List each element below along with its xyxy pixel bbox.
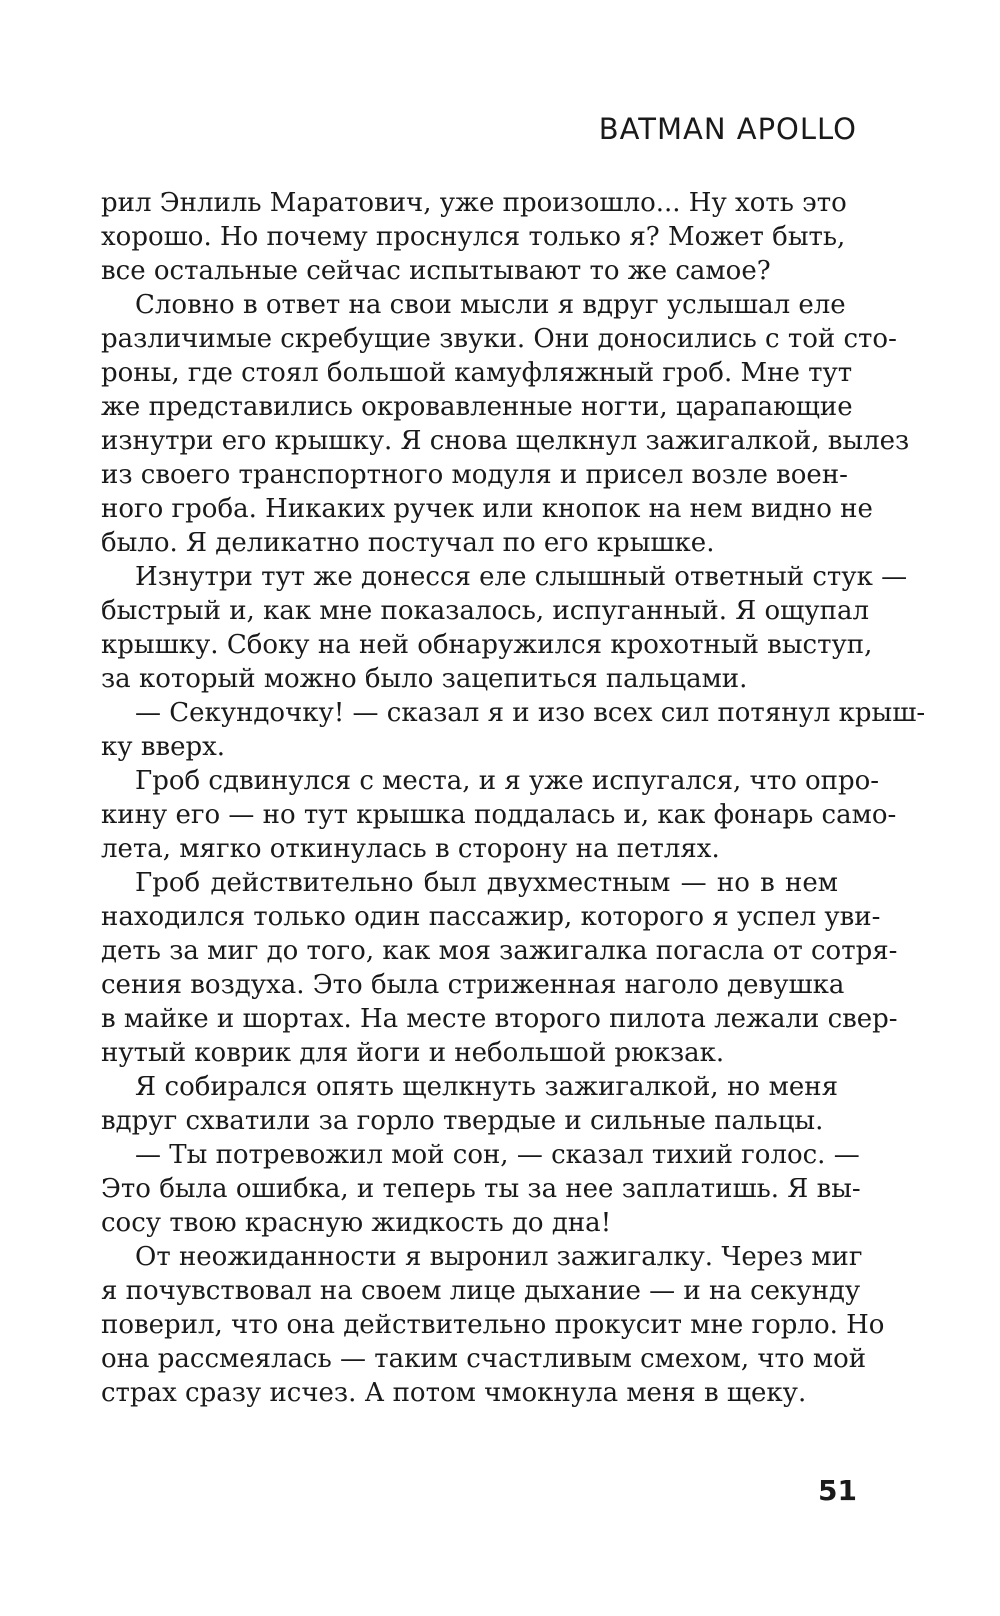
text-line: — Ты потревожил мой сон, — сказал тихий голос. — bbox=[135, 1140, 860, 1170]
text-line: различимые скребущие звуки. Они доносились с той сто- bbox=[101, 324, 897, 354]
text-line: Я собирался опять щелкнуть зажигалкой, но меня bbox=[135, 1072, 838, 1102]
text-line: она рассмеялась — таким счастливым смехом, что мой bbox=[101, 1344, 867, 1374]
text-line: страх сразу исчез. А потом чмокнула меня в щеку. bbox=[101, 1378, 807, 1408]
text-line: находился только один пассажир, которого я успел уви- bbox=[101, 902, 881, 932]
text-line: за который можно было зацепиться пальцами. bbox=[101, 664, 748, 694]
text-line: было. Я деликатно постучал по его крышке. bbox=[101, 528, 715, 558]
text-line: деть за миг до того, как моя зажигалка погасла от сотря- bbox=[101, 936, 898, 966]
text-line: рил Энлиль Маратович, уже произошло... Ну хоть это bbox=[101, 188, 847, 218]
text-line: все остальные сейчас испытывают то же самое? bbox=[101, 256, 771, 286]
text-line: Гроб сдвинулся с места, и я уже испугался, что опро- bbox=[135, 766, 880, 796]
text-line: хорошо. Но почему проснулся только я? Может быть, bbox=[101, 222, 846, 252]
text-line: От неожиданности я выронил зажигалку. Через миг bbox=[135, 1242, 863, 1272]
text-line: изнутри его крышку. Я снова щелкнул зажигалкой, вылез bbox=[101, 426, 910, 456]
text-line: кину его — но тут крышка поддалась и, как фонарь само- bbox=[101, 800, 897, 830]
running-title: BATMAN APOLLO bbox=[598, 112, 857, 146]
text-line: лета, мягко откинулась в сторону на петлях. bbox=[101, 834, 720, 864]
text-line: поверил, что она действительно прокусит мне горло. Но bbox=[101, 1310, 885, 1340]
text-line: быстрый и, как мне показалось, испуганный. Я ощупал bbox=[101, 596, 869, 626]
text-line: же представились окровавленные ногти, царапающие bbox=[101, 392, 853, 422]
text-line: Словно в ответ на свои мысли я вдруг услышал еле bbox=[135, 290, 846, 320]
text-line: ку вверх. bbox=[101, 732, 226, 762]
text-line: нутый коврик для йоги и небольшой рюкзак. bbox=[101, 1038, 725, 1068]
text-line: Это была ошибка, и теперь ты за нее заплатишь. Я вы- bbox=[101, 1174, 861, 1204]
text-line: Изнутри тут же донесся еле слышный ответный стук — bbox=[135, 562, 908, 592]
text-line: крышку. Сбоку на ней обнаружился крохотный выступ, bbox=[101, 630, 873, 660]
text-line: ного гроба. Никаких ручек или кнопок на нем видно не bbox=[101, 494, 873, 524]
page-number: 51 bbox=[818, 1474, 857, 1507]
text-line: сосу твою красную жидкость до дна! bbox=[101, 1208, 612, 1238]
body-text bbox=[101, 186, 926, 1410]
text-line: вдруг схватили за горло твердые и сильные пальцы. bbox=[101, 1106, 824, 1136]
text-line: роны, где стоял большой камуфляжный гроб. Мне тут bbox=[101, 358, 853, 388]
text-line: Гроб действительно был двухместным — но в нем bbox=[135, 868, 838, 898]
text-line: — Секундочку! — сказал я и изо всех сил потянул крыш- bbox=[135, 698, 926, 728]
text-line: из своего транспортного модуля и присел возле воен- bbox=[101, 460, 848, 490]
text-line: я почувствовал на своем лице дыхание — и на секунду bbox=[101, 1276, 861, 1306]
text-line: в майке и шортах. На месте второго пилота лежали свер- bbox=[101, 1004, 898, 1034]
text-line: сения воздуха. Это была стриженная наголо девушка bbox=[101, 970, 845, 1000]
